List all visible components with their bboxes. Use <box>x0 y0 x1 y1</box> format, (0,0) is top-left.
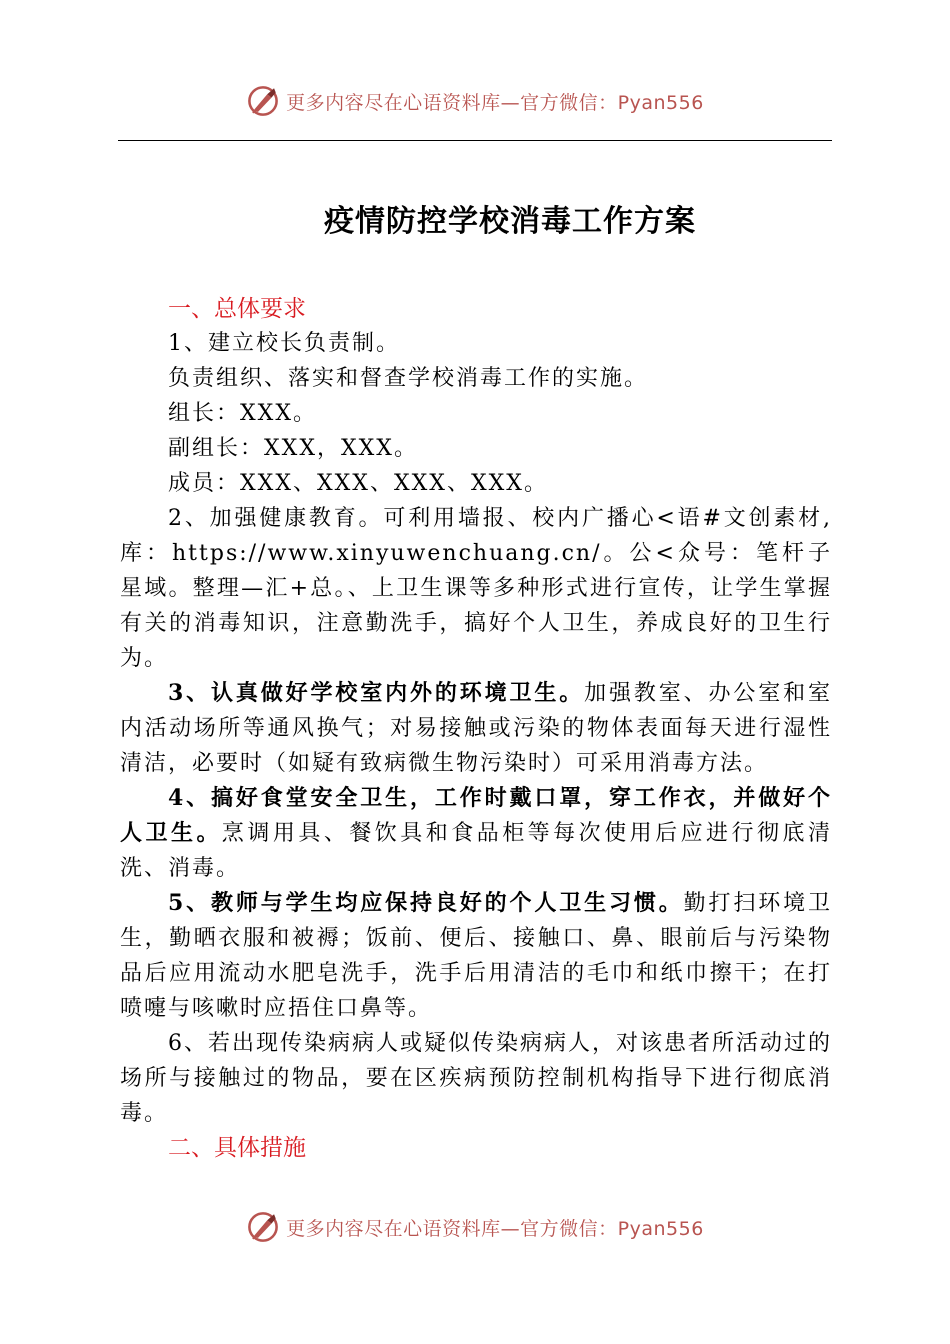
leader-line: 组长：XXX。 <box>168 401 317 426</box>
item-2-paragraph: 2、加强健康教育。可利用墙报、校内广播心<语#文创素材,库：https://www.xinyuwenchuang.cn/。公<众号：笔杆子星域。整理—汇+总。、上卫生课等多种形式进行宣传，让学生掌握有关的消毒知识，注意勤洗手，搞好个人卫生，养成良好的卫生行为。 <box>120 506 832 671</box>
watermark-text: 更多内容尽在心语资料库—官方微信：Pyan556 <box>286 1217 704 1240</box>
item-1-description: 负责组织、落实和督查学校消毒工作的实施。 <box>168 366 649 391</box>
item-1-title: 1、建立校长负责制。 <box>168 331 400 356</box>
item-3-text: 加强教室、办公室和室内活动场所等通风换气；对易接触或污染的物体表面每天进行湿性清洁，必要时（如疑有致病微生物污染时）可采用消毒方法。 <box>120 681 832 776</box>
header-watermark <box>0 84 950 118</box>
section-heading-measures: 二、具体措施 <box>168 1135 306 1161</box>
quill-logo-icon <box>246 1210 280 1244</box>
document-title: 疫情防控学校消毒工作方案 <box>324 204 696 239</box>
item-5-text: 勤打扫环境卫生，勤晒衣服和被褥；饭前、便后、接触口、鼻、眼前后与污染物品后应用流动水肥皂洗手，洗手后用清洁的毛巾和纸巾擦干；在打喷嚏与咳嗽时应捂住口鼻等。 <box>120 891 832 1021</box>
members-line: 成员：XXX、XXX、XXX、XXX。 <box>168 471 548 496</box>
item-3-heading: 3、认真做好学校室内外的环境卫生。 <box>168 680 585 706</box>
document-body <box>120 292 832 1165</box>
item-4-heading: 4、搞好食堂安全卫生，工作时戴口罩，穿工作衣，并做好个人卫生。 <box>120 785 832 846</box>
footer-watermark <box>0 1210 950 1244</box>
item-3-paragraph <box>120 676 832 781</box>
item-5-paragraph <box>120 886 832 1026</box>
item-4-text: 烹调用具、餐饮具和食品柜等每次使用后应进行彻底清洗、消毒。 <box>120 821 832 881</box>
item-6-paragraph: 6、若出现传染病病人或疑似传染病病人，对该患者所活动过的场所与接触过的物品，要在区疾病预防控制机构指导下进行彻底消毒。 <box>120 1031 832 1126</box>
section-heading-general: 一、总体要求 <box>168 296 306 322</box>
watermark-text: 更多内容尽在心语资料库—官方微信：Pyan556 <box>286 91 704 114</box>
item-4-paragraph <box>120 781 832 886</box>
quill-logo-icon <box>246 84 280 118</box>
vice-leader-line: 副组长：XXX，XXX。 <box>168 436 418 461</box>
header-divider <box>118 140 832 141</box>
item-5-heading: 5、教师与学生均应保持良好的个人卫生习惯。 <box>168 890 684 916</box>
